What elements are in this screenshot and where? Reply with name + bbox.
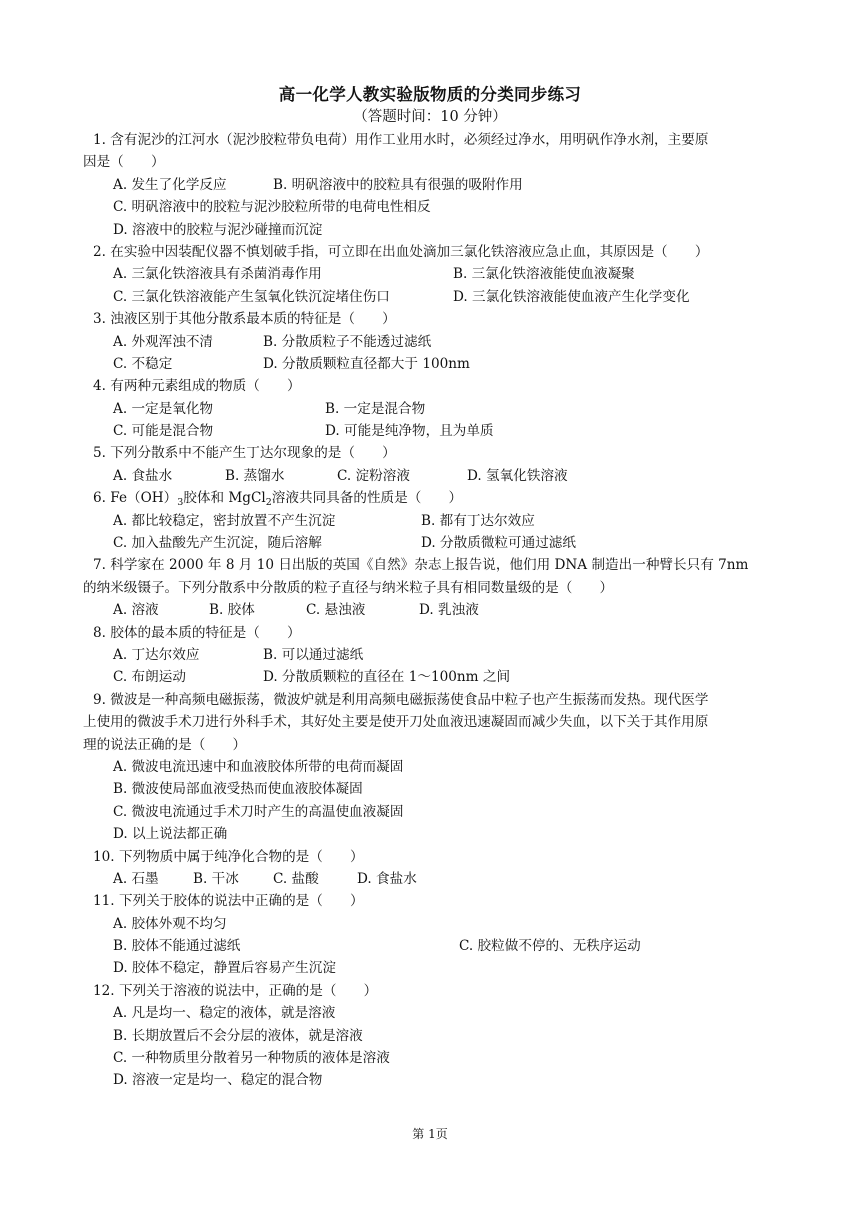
question-list bbox=[83, 129, 783, 1092]
option-d: D. 分散质颗粒直径都大于 100nm bbox=[263, 355, 470, 372]
option-a: A. 三氯化铁溶液具有杀菌消毒作用 bbox=[113, 266, 322, 283]
option-a: A. 都比较稳定，密封放置不产生沉淀 bbox=[113, 512, 336, 529]
option-c: C. 不稳定 bbox=[113, 355, 173, 372]
option-d: D. 乳浊液 bbox=[419, 602, 479, 619]
question-stem: 3. 浊液区别于其他分散系最本质的特征是（ ） bbox=[93, 311, 396, 328]
option-a: A. 一定是氧化物 bbox=[113, 400, 214, 417]
question-4 bbox=[83, 375, 783, 442]
option-b: B. 一定是混合物 bbox=[325, 400, 426, 417]
question-stem: 9. 微波是一种高频电磁振荡，微波炉就是利用高频电磁振荡使食品中粒子也产生振荡而发热。现代医学 bbox=[93, 691, 709, 708]
option-c: C. 悬浊液 bbox=[306, 602, 366, 619]
option-b: B. 蒸馏水 bbox=[225, 467, 285, 484]
question-stem: 4. 有两种元素组成的物质（ ） bbox=[93, 378, 301, 395]
option-b: B. 微波使局部血液受热而使血液胶体凝固 bbox=[113, 781, 363, 798]
question-stem: 5. 下列分散系中不能产生丁达尔现象的是（ ） bbox=[93, 445, 396, 462]
option-b: B. 胶体不能通过滤纸 bbox=[113, 938, 241, 955]
question-11 bbox=[83, 890, 783, 980]
question-stem: 6. $Fe(OH)_3$胶体和 MgCl$_2$溶液共同具备的性质是（ ） bbox=[93, 490, 463, 509]
question-stem: 理的说法正确的是（ ） bbox=[83, 736, 247, 753]
question-6 bbox=[83, 487, 783, 554]
option-c: C. 可能是混合物 bbox=[113, 423, 214, 440]
question-1 bbox=[83, 129, 783, 241]
option-b: B. 明矾溶液中的胶粒具有很强的吸附作用 bbox=[273, 176, 523, 193]
question-9 bbox=[83, 689, 783, 846]
option-c: C. 一种物质里分散着另一种物质的液体是溶液 bbox=[113, 1050, 390, 1067]
option-d: D. 氢氧化铁溶液 bbox=[467, 467, 568, 484]
option-b: B. 都有丁达尔效应 bbox=[421, 512, 535, 529]
question-stem: 7. 科学家在 2000 年 8 月 10 日出版的英国《自然》杂志上报告说，他们用 DNA 制造出一种臂长只有 7nm bbox=[93, 557, 749, 574]
question-stem: 2. 在实验中因装配仪器不慎划破手指，可立即在出血处滴加三氯化铁溶液应急止血，其原因是（ ） bbox=[93, 243, 709, 260]
option-a: A. 溶液 bbox=[113, 602, 159, 619]
option-d: D. 胶体不稳定，静置后容易产生沉淀 bbox=[113, 960, 336, 977]
option-a: A. 发生了化学反应 bbox=[113, 176, 227, 193]
option-b: B. 长期放置后不会分层的液体，就是溶液 bbox=[113, 1027, 363, 1044]
option-d: D. 以上说法都正确 bbox=[113, 826, 228, 843]
option-b: B. 可以通过滤纸 bbox=[263, 646, 364, 663]
option-c: C. 胶粒做不停的、无秩序运动 bbox=[459, 938, 641, 955]
option-a: A. 外观浑浊不清 bbox=[113, 333, 214, 350]
question-8 bbox=[83, 622, 783, 689]
option-d: D. 分散质微粒可通过滤纸 bbox=[421, 535, 576, 552]
page-number: 第 1页 bbox=[412, 1127, 448, 1141]
option-a: A. 丁达尔效应 bbox=[113, 646, 200, 663]
question-stem: 因是（ ） bbox=[83, 154, 165, 171]
question-3 bbox=[83, 308, 783, 375]
question-stem: 12. 下列关于溶液的说法中，正确的是（ ） bbox=[93, 982, 378, 999]
option-a: A. 凡是均一、稳定的液体，就是溶液 bbox=[113, 1005, 336, 1022]
option-d: D. 分散质颗粒的直径在 1～100nm 之间 bbox=[263, 669, 511, 686]
question-stem: 的纳米级镊子。下列分散系中分散质的粒子直径与纳米粒子具有相同数量级的是（ ） bbox=[83, 579, 614, 596]
page-subtitle: （答题时间：10 分钟） bbox=[353, 109, 507, 125]
option-b: B. 三氯化铁溶液能使血液凝聚 bbox=[453, 266, 635, 283]
question-5 bbox=[83, 442, 783, 487]
option-d: D. 溶液一定是均一、稳定的混合物 bbox=[113, 1072, 323, 1089]
question-2 bbox=[83, 241, 783, 308]
option-a: A. 石墨 bbox=[113, 870, 159, 887]
question-stem: 10. 下列物质中属于纯净化合物的是（ ） bbox=[93, 848, 364, 865]
question-stem: 11. 下列关于胶体的说法中正确的是（ ） bbox=[93, 893, 364, 910]
option-b: B. 胶体 bbox=[209, 602, 255, 619]
option-d: D. 食盐水 bbox=[357, 870, 417, 887]
option-b: B. 干冰 bbox=[193, 870, 239, 887]
option-c: C. 布朗运动 bbox=[113, 669, 186, 686]
option-c: C. 三氯化铁溶液能产生氢氧化铁沉淀堵住伤口 bbox=[113, 288, 390, 305]
option-c: C. 盐酸 bbox=[273, 870, 319, 887]
option-c: C. 明矾溶液中的胶粒与泥沙胶粒所带的电荷电性相反 bbox=[113, 199, 431, 216]
option-d: D. 可能是纯净物，且为单质 bbox=[325, 423, 494, 440]
option-d: D. 三氯化铁溶液能使血液产生化学变化 bbox=[453, 288, 690, 305]
option-c: C. 加入盐酸先产生沉淀，随后溶解 bbox=[113, 535, 322, 552]
option-c: C. 淀粉溶液 bbox=[337, 467, 410, 484]
question-12 bbox=[83, 980, 783, 1092]
question-7 bbox=[83, 554, 783, 621]
page-title: 高一化学人教实验版物质的分类同步练习 bbox=[278, 85, 582, 104]
option-c: C. 微波电流通过手术刀时产生的高温使血液凝固 bbox=[113, 803, 404, 820]
option-a: A. 胶体外观不均匀 bbox=[113, 915, 227, 932]
question-stem: 上使用的微波手术刀进行外科手术，其好处主要是使开刀处血液迅速凝固而减少失血，以下关于其作用原 bbox=[83, 714, 709, 731]
option-d: D. 溶液中的胶粒与泥沙碰撞而沉淀 bbox=[113, 221, 323, 238]
question-stem: 8. 胶体的最本质的特征是（ ） bbox=[93, 624, 301, 641]
option-b: B. 分散质粒子不能透过滤纸 bbox=[263, 333, 432, 350]
question-10 bbox=[83, 846, 783, 891]
option-a: A. 食盐水 bbox=[113, 467, 173, 484]
question-stem: 1. 含有泥沙的江河水（泥沙胶粒带负电荷）用作工业用水时，必须经过净水，用明矾作净水剂，主要原 bbox=[93, 132, 709, 148]
option-a: A. 微波电流迅速中和血液胶体所带的电荷而凝固 bbox=[113, 758, 404, 775]
